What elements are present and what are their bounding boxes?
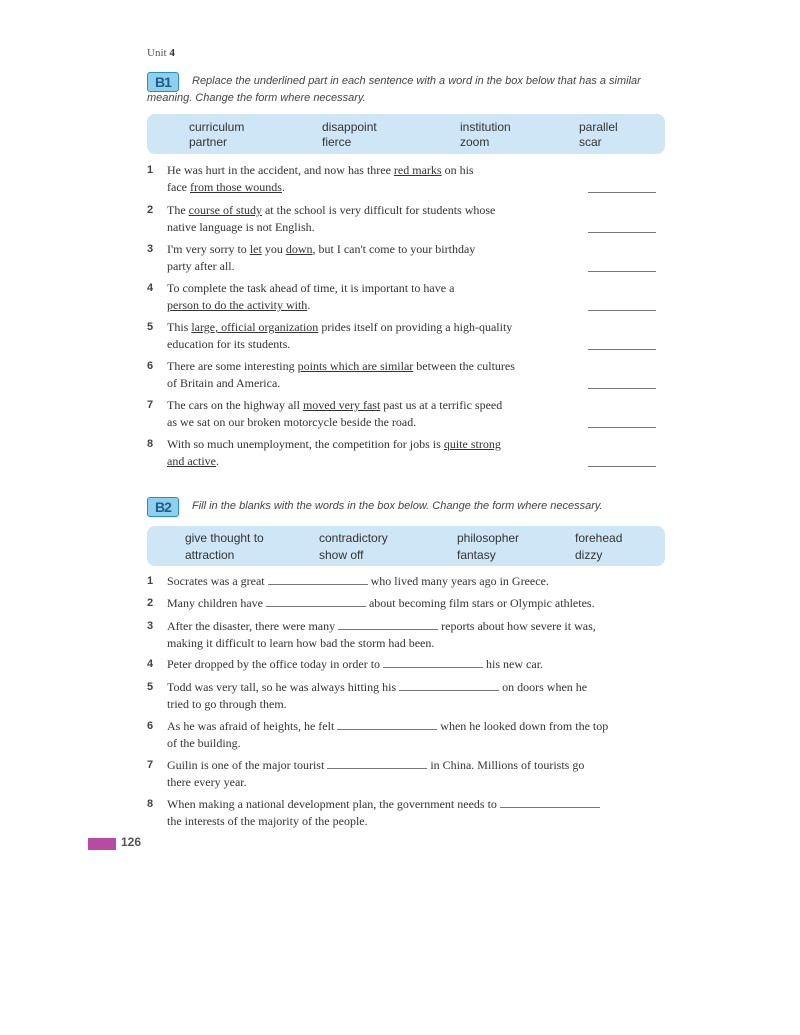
b2-word: attraction [185, 548, 235, 562]
b1-word: zoom [460, 135, 490, 149]
question-number: 4 [147, 282, 154, 294]
b1-word: disappoint [322, 120, 377, 134]
b2-question [147, 595, 667, 612]
b1-question [147, 202, 667, 236]
question-number: 3 [147, 243, 154, 255]
text-segment: on doors when he [499, 680, 588, 694]
underlined-phrase: let [249, 242, 262, 256]
question-number: 4 [147, 658, 154, 670]
underlined-phrase: points which are similar [297, 359, 414, 373]
b1-question [147, 358, 667, 392]
question-text [167, 436, 667, 470]
fill-in-blank[interactable] [268, 574, 368, 585]
fill-in-blank[interactable] [266, 596, 366, 607]
text-segment: . [215, 454, 219, 468]
fill-in-blank[interactable] [399, 680, 499, 691]
b1-word-box [147, 114, 665, 154]
question-text [167, 358, 667, 392]
text-segment: Many children have [167, 596, 266, 610]
text-segment: I'm very sorry to [167, 242, 250, 256]
text-segment: . [307, 298, 311, 312]
underlined-phrase: from those wounds [189, 180, 282, 194]
answer-line[interactable] [588, 349, 656, 350]
question-text [167, 618, 667, 652]
fill-in-blank[interactable] [337, 719, 437, 730]
text-segment: when he looked down from the top [437, 719, 609, 733]
page-number: 126 [121, 835, 142, 849]
question-text [167, 241, 667, 275]
b2-instruction: Fill in the blanks with the words in the box below. Change the form where necessary. [192, 500, 603, 512]
question-text [167, 796, 667, 830]
b2-question [147, 618, 667, 652]
underlined-phrase: person to do the activity with [167, 298, 308, 312]
question-text [167, 162, 667, 196]
text-segment: When making a national development plan, the government needs to [167, 797, 500, 811]
b2-question [147, 796, 667, 830]
answer-line[interactable] [588, 192, 656, 193]
question-number: 7 [147, 759, 154, 771]
underlined-phrase: red marks [393, 163, 442, 177]
b1-word: fierce [322, 135, 352, 149]
text-segment: between the cultures [413, 359, 515, 373]
text-segment: As he was afraid of heights, he felt [167, 719, 338, 733]
text-segment: you [261, 242, 286, 256]
unit-label: Unit 4 [147, 47, 175, 59]
fill-in-blank[interactable] [383, 657, 483, 668]
question-number: 3 [147, 620, 154, 632]
b1-word: curriculum [189, 120, 245, 134]
text-segment: at the school is very difficult for students whose [261, 203, 496, 217]
text-segment: on his [441, 163, 474, 177]
question-number: 2 [147, 597, 154, 609]
text-segment: Guilin is one of the major tourist [167, 758, 328, 772]
text-segment: party after all. [167, 259, 235, 273]
text-segment: Todd was very tall, so he was always hitting his [167, 680, 400, 694]
underlined-phrase: course of study [188, 203, 262, 217]
text-segment: The cars on the highway all [167, 398, 303, 412]
question-text [167, 573, 667, 590]
text-segment: . [281, 180, 285, 194]
text-segment: reports about how severe it was, [438, 619, 596, 633]
text-segment: the interests of the majority of the people. [167, 814, 368, 828]
text-segment: With so much unemployment, the competition for jobs is [167, 437, 444, 451]
question-number: 7 [147, 399, 154, 411]
b2-word: fantasy [457, 548, 496, 562]
question-number: 8 [147, 438, 154, 450]
text-segment: prides itself on providing a high-quality [318, 320, 513, 334]
section-b2-badge: B2 [147, 497, 179, 517]
question-number: 5 [147, 681, 154, 693]
b1-question [147, 280, 667, 314]
text-segment: there every year. [167, 775, 247, 789]
text-segment: To complete the task ahead of time, it is important to have a [167, 281, 455, 295]
text-segment: He was hurt in the accident, and now has three [167, 163, 394, 177]
text-segment: tried to go through them. [167, 697, 287, 711]
b2-word-box [147, 526, 665, 566]
b2-question [147, 656, 667, 673]
answer-line[interactable] [588, 427, 656, 428]
underlined-phrase: large, official organization [191, 320, 319, 334]
b2-word: forehead [575, 531, 623, 545]
b1-question [147, 436, 667, 470]
question-number: 8 [147, 798, 154, 810]
text-segment: , but I can't come to your birthday [312, 242, 476, 256]
b1-word: institution [460, 120, 511, 134]
text-segment: education for its students. [167, 337, 291, 351]
b1-question [147, 319, 667, 353]
question-text [167, 718, 667, 752]
question-number: 1 [147, 164, 154, 176]
question-text [167, 595, 667, 612]
question-text [167, 656, 667, 673]
text-segment: of the building. [167, 736, 241, 750]
text-segment: past us at a terrific speed [380, 398, 503, 412]
text-segment: face [167, 180, 190, 194]
question-text [167, 280, 667, 314]
text-segment: Peter dropped by the office today in order to [167, 657, 384, 671]
answer-line[interactable] [588, 271, 656, 272]
b2-word: give thought to [185, 531, 264, 545]
b1-instruction-line1: Replace the underlined part in each sentence with a word in the box below that has a similar [192, 75, 641, 87]
text-segment: making it difficult to learn how bad the storm had been. [167, 636, 435, 650]
text-segment: of Britain and America. [167, 376, 281, 390]
answer-line[interactable] [588, 310, 656, 311]
underlined-phrase: and active [167, 454, 216, 468]
b1-question [147, 397, 667, 431]
text-segment: in China. Millions of tourists go [427, 758, 585, 772]
question-text [167, 202, 667, 236]
b2-question [147, 757, 667, 791]
b1-word: parallel [579, 120, 618, 134]
question-number: 6 [147, 720, 154, 732]
fill-in-blank[interactable] [500, 797, 600, 808]
question-text [167, 397, 667, 431]
text-segment: This [167, 320, 192, 334]
answer-line[interactable] [588, 232, 656, 233]
b2-question [147, 573, 667, 590]
b2-word: show off [319, 548, 364, 562]
underlined-phrase: down [285, 242, 313, 256]
b2-word: contradictory [319, 531, 388, 545]
b1-question [147, 241, 667, 275]
underlined-phrase: quite strong [443, 437, 501, 451]
b2-question [147, 679, 667, 713]
text-segment: After the disaster, there were many [167, 619, 339, 633]
question-text [167, 319, 667, 353]
question-number: 6 [147, 360, 154, 372]
b2-question [147, 718, 667, 752]
text-segment: as we sat on our broken motorcycle beside the road. [167, 415, 417, 429]
answer-line[interactable] [588, 466, 656, 467]
section-b1-badge: B1 [147, 72, 179, 92]
text-segment: about becoming film stars or Olympic athletes. [365, 596, 595, 610]
b1-instruction-line2: meaning. Change the form where necessary. [147, 92, 366, 104]
text-segment: Socrates was a great [167, 574, 268, 588]
text-segment: native language is not English. [167, 220, 315, 234]
question-text [167, 679, 667, 713]
page-color-bar [88, 838, 116, 850]
b2-word: dizzy [575, 548, 603, 562]
text-segment: The [167, 203, 189, 217]
b1-word: partner [189, 135, 228, 149]
b2-word: philosopher [457, 531, 520, 545]
text-segment: There are some interesting [167, 359, 298, 373]
fill-in-blank[interactable] [327, 758, 427, 769]
question-number: 5 [147, 321, 154, 333]
text-segment: his new car. [483, 657, 544, 671]
answer-line[interactable] [588, 388, 656, 389]
underlined-phrase: moved very fast [302, 398, 381, 412]
question-number: 2 [147, 204, 154, 216]
b1-word: scar [579, 135, 602, 149]
question-number: 1 [147, 575, 154, 587]
fill-in-blank[interactable] [338, 619, 438, 630]
question-text [167, 757, 667, 791]
text-segment: who lived many years ago in Greece. [367, 574, 549, 588]
b1-question [147, 162, 667, 196]
